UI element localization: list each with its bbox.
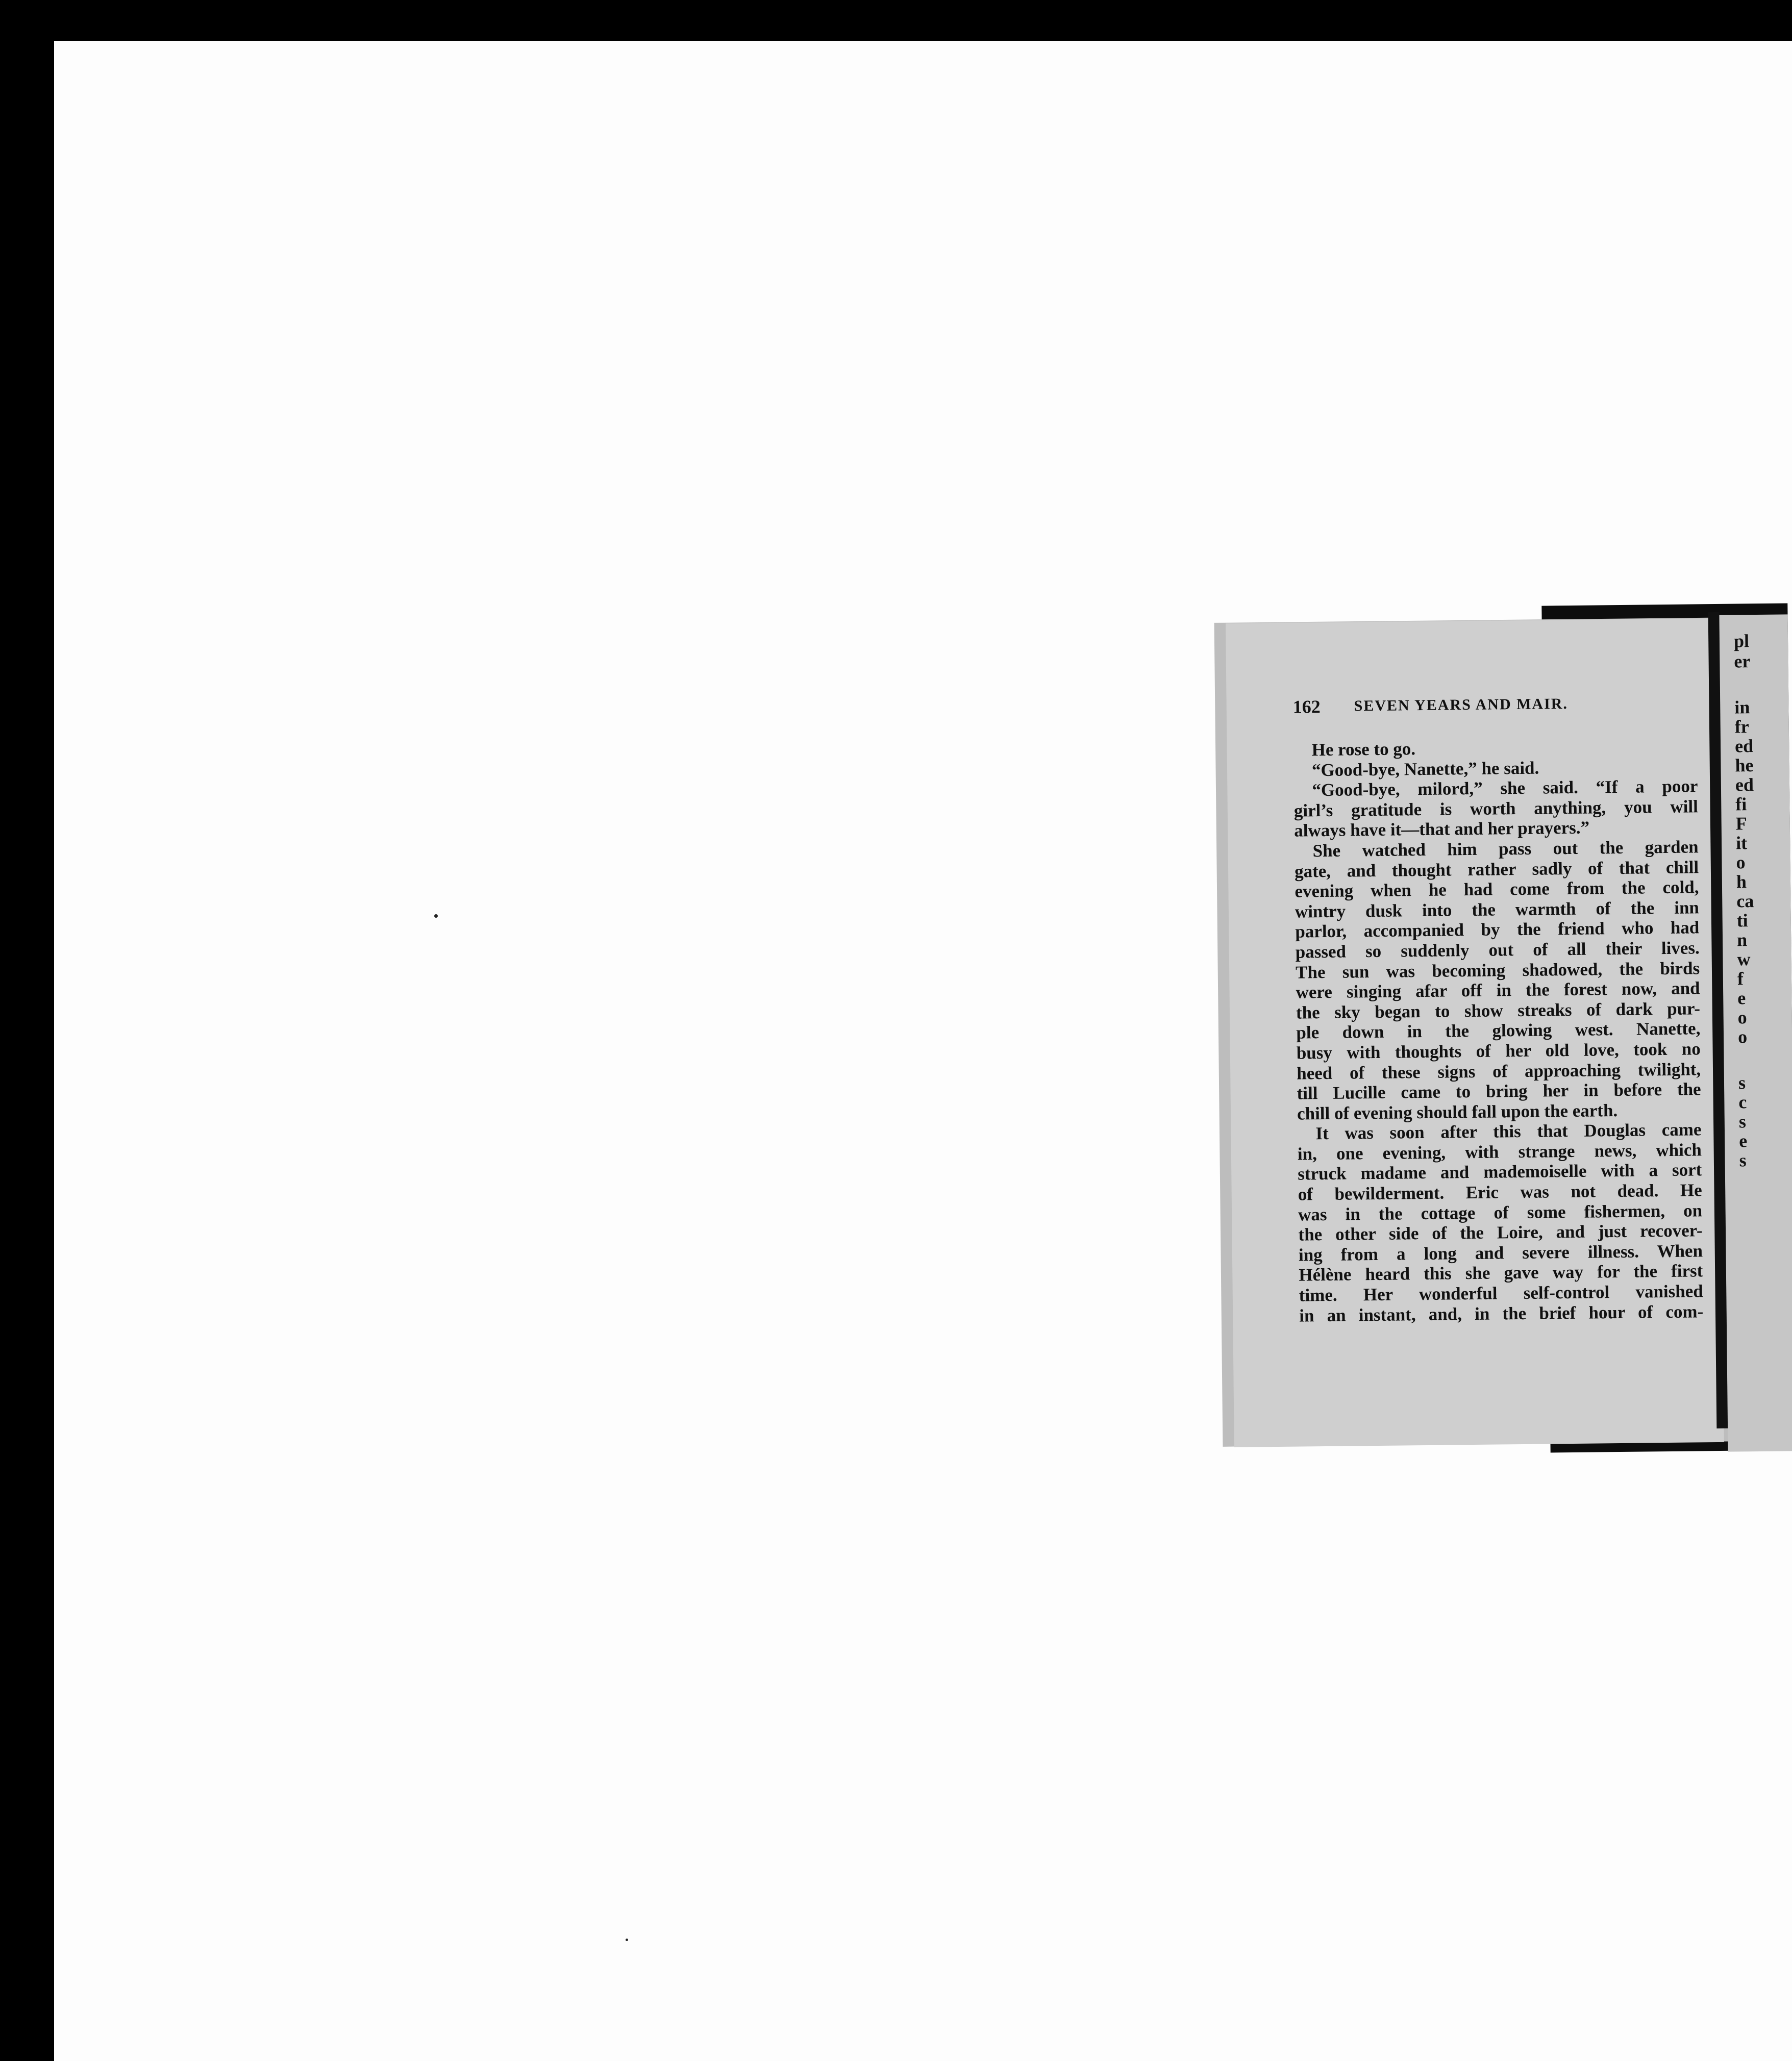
text-line: “Good-bye, Nanette,” he said.: [1311, 758, 1539, 780]
facing-page-fragment: er: [1734, 651, 1751, 672]
text-line: It was soon after this that Douglas came: [1315, 1119, 1702, 1144]
facing-page-fragment: ed: [1734, 736, 1754, 757]
facing-page-fragment: o: [1737, 1007, 1747, 1028]
text-line: were singing afar off in the forest now, and: [1296, 978, 1700, 1002]
facing-page-fragment: it: [1735, 833, 1748, 853]
facing-page-fragment: s: [1739, 1150, 1747, 1171]
film-speck: [626, 1939, 628, 1941]
facing-page-fragment: he: [1735, 755, 1754, 776]
text-line: always have it—that and her prayers.”: [1294, 817, 1590, 841]
text-line: evening when he had come from the cold,: [1295, 877, 1699, 901]
text-line: parlor, accompanied by the friend who had: [1295, 917, 1700, 942]
text-line: the sky began to show streaks of dark pur-: [1296, 998, 1701, 1023]
text-line: struck madame and mademoiselle with a sort: [1298, 1160, 1702, 1185]
facing-page-fragment: h: [1736, 871, 1747, 892]
text-line: “Good-bye, milord,” she said. “If a poor: [1312, 776, 1698, 800]
facing-page-fragment: o: [1736, 852, 1746, 873]
facing-page-fragment: ca: [1736, 891, 1754, 912]
facing-page-fragment: e: [1737, 988, 1746, 1009]
text-line: ple down in the glowing west. Nanette,: [1296, 1018, 1701, 1043]
text-line: Hélène heard this she gave way for the first: [1299, 1261, 1703, 1286]
facing-page-fragment: pl: [1733, 631, 1750, 651]
text-line: wintry dusk into the warmth of the inn: [1295, 897, 1700, 922]
book-page-left: [1226, 618, 1724, 1447]
facing-page-fragment: s: [1738, 1111, 1747, 1132]
facing-page-fragment: c: [1738, 1092, 1747, 1113]
text-line: of bewilderment. Eric was not dead. He: [1298, 1180, 1702, 1204]
facing-page-fragment: ti: [1736, 910, 1748, 931]
text-line: ing from a long and severe illness. When: [1298, 1241, 1703, 1265]
text-line: girl’s gratitude is worth anything, you will: [1293, 796, 1699, 821]
facing-page-fragment: ed: [1735, 774, 1754, 795]
facing-page-fragment: s: [1738, 1072, 1746, 1093]
text-line: She watched him pass out the garden: [1312, 837, 1699, 861]
page-number: 162: [1292, 696, 1321, 717]
text-line: busy with thoughts of her old love, took no: [1296, 1039, 1701, 1063]
film-speck: [434, 914, 438, 918]
facing-page-fragment: o: [1737, 1026, 1748, 1047]
running-head-title: SEVEN YEARS AND MAIR.: [1354, 695, 1569, 715]
text-line: in an instant, and, in the brief hour of com-: [1299, 1301, 1704, 1326]
running-head: [1292, 694, 1701, 717]
text-line: heed of these signs of approaching twilight,: [1297, 1059, 1701, 1084]
text-line: time. Her wonderful self-control vanished: [1299, 1281, 1703, 1305]
book-page-right: [1719, 614, 1792, 1451]
text-line: the other side of the Loire, and just recover-: [1298, 1220, 1703, 1245]
facing-page-fragment: fi: [1735, 794, 1747, 815]
text-line: till Lucille came to bring her in before the: [1297, 1079, 1701, 1103]
text-line: in, one evening, with strange news, which: [1297, 1140, 1702, 1164]
text-line: gate, and thought rather sadly of that chill: [1294, 857, 1699, 882]
text-line: was in the cottage of some fishermen, on: [1298, 1200, 1703, 1225]
facing-page-fragment: n: [1736, 929, 1748, 950]
facing-page-fragment: in: [1734, 697, 1750, 718]
text-line: He rose to go.: [1311, 739, 1416, 760]
text-line: The sun was becoming shadowed, the birds: [1295, 958, 1700, 983]
text-line: chill of evening should fall upon the earth.: [1297, 1100, 1618, 1124]
facing-page-fragment: e: [1739, 1130, 1748, 1151]
facing-page-fragment: f: [1737, 968, 1744, 989]
facing-page-fragment: F: [1735, 813, 1747, 834]
text-line: passed so suddenly out of all their lives.: [1295, 938, 1700, 962]
facing-page-fragment: fr: [1734, 716, 1749, 737]
facing-page-fragment: w: [1737, 949, 1751, 970]
body-text: [1293, 736, 1703, 1325]
